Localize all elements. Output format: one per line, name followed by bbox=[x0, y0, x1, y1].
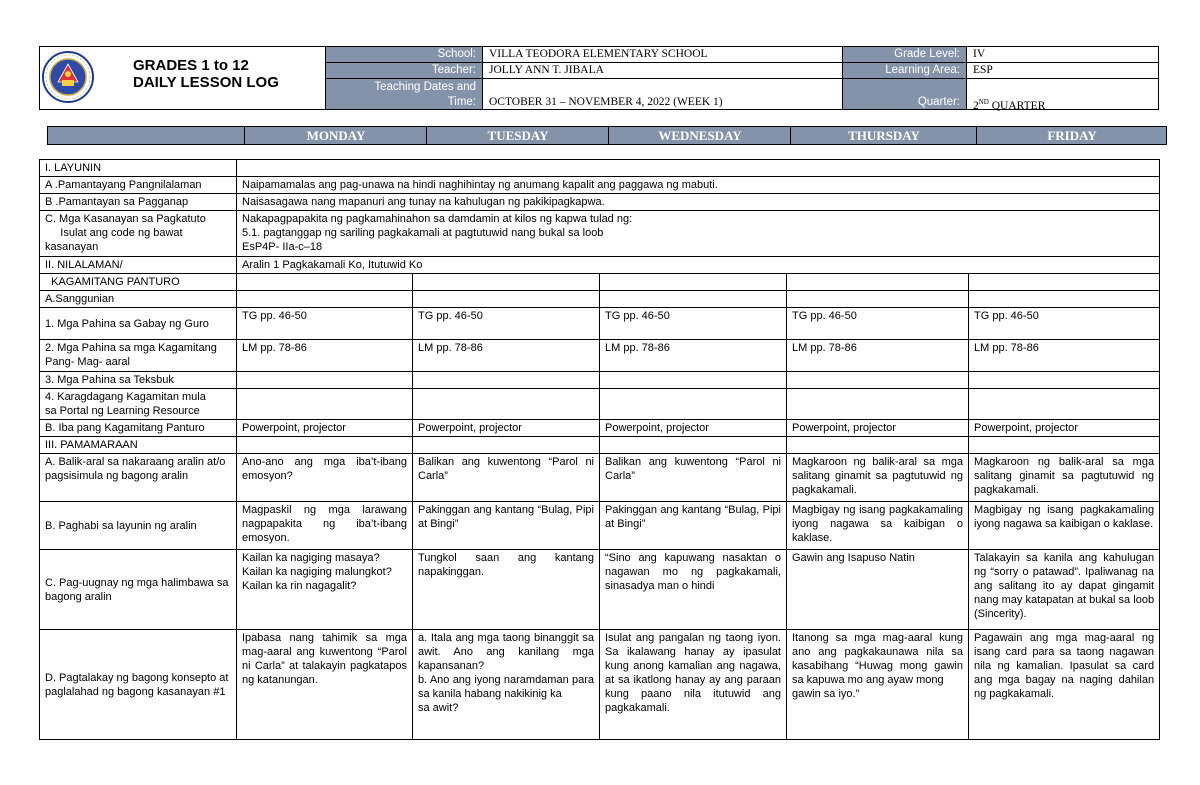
table-row bbox=[40, 389, 1160, 420]
label-line: sa Portal ng Learning Resource bbox=[45, 405, 200, 417]
question-line: Kailan ka nagiging masaya? bbox=[242, 552, 380, 564]
cell-friday: LM pp. 78-86 bbox=[969, 340, 1160, 372]
table-row bbox=[40, 454, 1160, 502]
label-line: C. Mga Kasanayan sa Pagkatuto bbox=[45, 213, 206, 225]
empty-cell bbox=[413, 291, 600, 308]
competency-line: Nakapagpapakita ng pagkamahinahon sa damdamin at kilos ng kapwa tulad ng: bbox=[242, 213, 633, 225]
question-line: Itanong sa mga mag-aaral kung ano ang pagkakaunawa nila sa kasabihang “Huwag mong gawin sa kapuwa mo ang ayaw mong bbox=[792, 632, 963, 686]
performance-standard: Naisasagawa nang mapanuri ang tunay na kahulugan ng pakikipagkapwa. bbox=[237, 194, 1160, 211]
empty-cell bbox=[969, 274, 1160, 291]
table-row bbox=[40, 550, 1160, 630]
section-layunin: I. LAYUNIN bbox=[40, 160, 237, 177]
day-friday: FRIDAY bbox=[976, 127, 1167, 144]
row-label bbox=[40, 211, 237, 257]
empty-cell bbox=[787, 437, 969, 454]
question-line: a. Itala ang mga taong binanggit sa awit. Ano ang kanilang mga kapansanan? bbox=[418, 632, 594, 672]
cell-monday: Magpaskil ng mga larawang nagpapakita ng iba’t-ibang emosyon. bbox=[237, 502, 413, 550]
empty-cell bbox=[600, 389, 787, 420]
cell-monday: Ano-ano ang mga iba’t-ibang emosyon? bbox=[237, 454, 413, 502]
question-line: Kailan ka nagiging malungkot? bbox=[242, 566, 392, 578]
cell-wednesday: “Sino ang kapuwang nasaktan o nagawan mo ng pagkakamali, sinasadya man o hindi bbox=[600, 550, 787, 630]
empty-cell bbox=[413, 437, 600, 454]
table-row bbox=[40, 160, 1160, 177]
table-row bbox=[40, 372, 1160, 389]
grade-level-value: IV bbox=[966, 46, 1159, 63]
cell-friday: Powerpoint, projector bbox=[969, 420, 1160, 437]
row-label: B. Iba pang Kagamitang Panturo bbox=[40, 420, 237, 437]
section-pamamaraan: III. PAMAMARAAN bbox=[40, 437, 237, 454]
table-row bbox=[40, 420, 1160, 437]
empty-cell bbox=[237, 372, 413, 389]
question-line: sa awit? bbox=[418, 702, 459, 714]
empty-cell bbox=[600, 291, 787, 308]
cell-thursday: TG pp. 46-50 bbox=[787, 308, 969, 340]
teacher-label: Teacher: bbox=[325, 62, 483, 79]
empty-cell bbox=[787, 274, 969, 291]
empty-cell bbox=[413, 389, 600, 420]
cell-friday: TG pp. 46-50 bbox=[969, 308, 1160, 340]
cell-thursday: Magkaroon ng balik-aral sa mga salitang ginamit sa pagtutuwid ng pagkakamali. bbox=[787, 454, 969, 502]
empty-cell bbox=[237, 160, 1160, 177]
lesson-log-table bbox=[39, 159, 1160, 740]
empty-cell bbox=[237, 389, 413, 420]
table-row bbox=[40, 340, 1160, 372]
teaching-dates-label bbox=[325, 78, 483, 110]
table-row bbox=[40, 211, 1160, 257]
cell-wednesday: LM pp. 78-86 bbox=[600, 340, 787, 372]
cell-monday: Powerpoint, projector bbox=[237, 420, 413, 437]
dates-label-line-1: Teaching Dates and bbox=[374, 81, 476, 93]
day-wednesday: WEDNESDAY bbox=[608, 127, 791, 144]
cell-tuesday bbox=[413, 630, 600, 740]
empty-cell bbox=[969, 291, 1160, 308]
cell-monday: LM pp. 78-86 bbox=[237, 340, 413, 372]
empty-cell bbox=[237, 274, 413, 291]
row-label: B. Paghabi sa layunin ng aralin bbox=[40, 502, 237, 550]
day-tuesday: TUESDAY bbox=[426, 127, 609, 144]
row-label: 1. Mga Pahina sa Gabay ng Guro bbox=[40, 308, 237, 340]
row-label: A. Balik-aral sa nakaraang aralin at/o pagsisimula ng bagong aralin bbox=[40, 454, 237, 502]
cell-tuesday: Pakinggan ang kantang “Bulag, Pipi at Bingi” bbox=[413, 502, 600, 550]
cell-wednesday: TG pp. 46-50 bbox=[600, 308, 787, 340]
row-label: A .Pamantayang Pangnilalaman bbox=[40, 177, 237, 194]
quarter-value bbox=[966, 78, 1159, 110]
cell-thursday bbox=[787, 630, 969, 740]
empty-cell bbox=[413, 274, 600, 291]
learning-competencies bbox=[237, 211, 1160, 257]
cell-wednesday: Balikan ang kuwentong “Parol ni Carla” bbox=[600, 454, 787, 502]
cell-monday: TG pp. 46-50 bbox=[237, 308, 413, 340]
cell-wednesday: Pakinggan ang kantang “Bulag, Pipi at Bingi” bbox=[600, 502, 787, 550]
row-label: C. Pag-uugnay ng mga halimbawa sa bagong aralin bbox=[40, 550, 237, 630]
empty-cell bbox=[787, 372, 969, 389]
content-standard: Naipamamalas ang pag-unawa na hindi naghihintay ng anumang kapalit ang paggawa ng mabuti. bbox=[237, 177, 1160, 194]
empty-cell bbox=[600, 437, 787, 454]
competency-code: EsP4P- IIa-c–18 bbox=[242, 241, 323, 253]
cell-tuesday: TG pp. 46-50 bbox=[413, 308, 600, 340]
cell-tuesday: LM pp. 78-86 bbox=[413, 340, 600, 372]
quarter-label: Quarter: bbox=[842, 78, 967, 110]
weekday-header-bar bbox=[47, 126, 1167, 145]
question-line: gawin sa iyo.” bbox=[792, 688, 860, 700]
table-row bbox=[40, 437, 1160, 454]
quarter-word: QUARTER bbox=[988, 99, 1046, 112]
cell-friday: Magbigay ng isang pagkakamaling iyong nagawa sa kaibigan o kaklase. bbox=[969, 502, 1160, 550]
cell-tuesday: Tungkol saan ang kantang napakinggan. bbox=[413, 550, 600, 630]
teacher-value: JOLLY ANN T. JIBALA bbox=[482, 62, 843, 79]
empty-cell bbox=[969, 437, 1160, 454]
school-value: VILLA TEODORA ELEMENTARY SCHOOL bbox=[482, 46, 843, 63]
row-label: 3. Mga Pahina sa Teksbuk bbox=[40, 372, 237, 389]
lesson-log-title bbox=[133, 57, 279, 91]
title-line-1: GRADES 1 to 12 bbox=[133, 57, 249, 74]
empty-cell bbox=[237, 291, 413, 308]
empty-cell bbox=[237, 437, 413, 454]
teaching-dates-value: OCTOBER 31 – NOVEMBER 4, 2022 (WEEK 1) bbox=[482, 78, 843, 110]
table-row bbox=[40, 274, 1160, 291]
cell-monday: Ipabasa nang tahimik sa mga mag-aaral ang kuwentong “Parol ni Carla” at talakayin pagkatapos ng katanungan. bbox=[237, 630, 413, 740]
quarter-number: 2 bbox=[973, 99, 979, 112]
label-line: kasanayan bbox=[45, 241, 99, 253]
cell-wednesday: Isulat ang pangalan ng taong iyon. Sa ikalawang hanay ay ipasulat kung anong kamalian ang nagawa, at sa ikatlong hanay ay ang paraan kung paano nila itutuwid ang pagkakamali. bbox=[600, 630, 787, 740]
table-row bbox=[40, 257, 1160, 274]
label-line: Pang- Mag- aaral bbox=[45, 356, 130, 368]
empty-cell bbox=[969, 372, 1160, 389]
empty-cell bbox=[600, 372, 787, 389]
row-label bbox=[40, 340, 237, 372]
cell-friday: Talakayin sa kanila ang kahulugan ng “sorry o patawad”. Ipaliwanag na ang salitang ito ay dapat gingamit nang may katapatan at bukal sa loob (Sincerity). bbox=[969, 550, 1160, 630]
table-row bbox=[40, 502, 1160, 550]
grade-level-label: Grade Level: bbox=[842, 46, 967, 63]
row-label: D. Pagtalakay ng bagong konsepto at paglalahad ng bagong kasanayan #1 bbox=[40, 630, 237, 740]
empty-cell bbox=[787, 291, 969, 308]
school-label: School: bbox=[325, 46, 483, 63]
competency-line: 5.1. pagtanggap ng sariling pagkakamali at pagtutuwid nang bukal sa loob bbox=[242, 227, 604, 239]
empty-cell bbox=[600, 274, 787, 291]
day-monday: MONDAY bbox=[244, 127, 427, 144]
row-label bbox=[40, 389, 237, 420]
cell-monday bbox=[237, 550, 413, 630]
learning-area-value: ESP bbox=[966, 62, 1159, 79]
cell-tuesday: Balikan ang kuwentong “Parol ni Carla” bbox=[413, 454, 600, 502]
table-row bbox=[40, 177, 1160, 194]
table-row bbox=[40, 291, 1160, 308]
learning-area-label: Learning Area: bbox=[842, 62, 967, 79]
table-row bbox=[40, 308, 1160, 340]
cell-thursday: Powerpoint, projector bbox=[787, 420, 969, 437]
title-line-2: DAILY LESSON LOG bbox=[133, 74, 279, 91]
section-nilalaman: II. NILALAMAN/ bbox=[40, 257, 237, 274]
cell-thursday: Magbigay ng isang pagkakamaling iyong nagawa sa kaibigan o kaklase. bbox=[787, 502, 969, 550]
table-row bbox=[40, 194, 1160, 211]
label-line: Isulat ang code ng bawat bbox=[45, 227, 183, 239]
section-kagamitang: KAGAMITANG PANTURO bbox=[40, 274, 237, 291]
question-line: b. Ano ang iyong naramdaman para sa kanila habang nakikinig ka bbox=[418, 674, 594, 700]
cell-wednesday: Powerpoint, projector bbox=[600, 420, 787, 437]
deped-seal-icon bbox=[41, 50, 95, 104]
day-thursday: THURSDAY bbox=[790, 127, 977, 144]
label-line: 4. Karagdagang Kagamitan mula bbox=[45, 391, 206, 403]
row-label: A.Sanggunian bbox=[40, 291, 237, 308]
empty-cell bbox=[969, 389, 1160, 420]
question-line: Kailan ka rin nagagalit? bbox=[242, 580, 357, 592]
cell-tuesday: Powerpoint, projector bbox=[413, 420, 600, 437]
label-line: 2. Mga Pahina sa mga Kagamitang bbox=[45, 342, 217, 354]
dates-label-line-2: Time: bbox=[447, 96, 476, 108]
empty-cell bbox=[787, 389, 969, 420]
quarter-suffix: ND bbox=[978, 98, 989, 106]
table-row bbox=[40, 630, 1160, 740]
empty-cell bbox=[413, 372, 600, 389]
lesson-title: Aralin 1 Pagkakamali Ko, Itutuwid Ko bbox=[237, 257, 1160, 274]
cell-friday: Pagawain ang mga mag-aaral ng isang card para sa taong nagawan nila ng kamalian. Ipasulat sa card ang mga bagay na naging dahilan ng pagkakamali. bbox=[969, 630, 1160, 740]
cell-thursday: LM pp. 78-86 bbox=[787, 340, 969, 372]
row-label: B .Pamantayan sa Pagganap bbox=[40, 194, 237, 211]
cell-thursday: Gawin ang Isapuso Natin bbox=[787, 550, 969, 630]
cell-friday: Magkaroon ng balik-aral sa mga salitang ginamit sa pagtutuwid ng pagkakamali. bbox=[969, 454, 1160, 502]
